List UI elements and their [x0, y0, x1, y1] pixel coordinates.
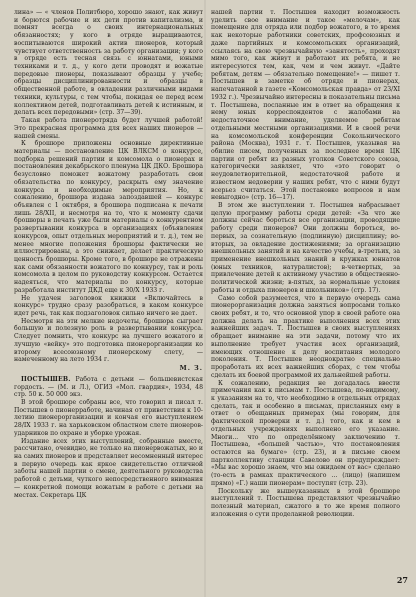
paragraph: К брошюре приложены основные директивные материалы — постановление ЦК ВЛКСМ о конкурсе, подборка решений партии и комсомола о пионерах и постановления декабрьского пленума ЦК ДКО. Брошюра безусловно поможет вожатому разработать свои обязательства по конкурсу, раскрыть ему значение конкурса и необходимые мероприятия. Но, к сожалению, брошюра издана запоздавшей — конкурс объявлен с 1 октября, в брошюра подписана к печати лишь 28/XII, и несмотря на то, что к моменту сдачи брошюры в печать уже были материалы о конкурентном развертывании конкурса в организациях (объявления конкурсов, опыт отдельных мероприятий и т. д.), тем не менее многие положения брошюры фактически не иллюстрированы, а это снижает, делает практическую ценность брошюры. Кроме того, в брошюре не отражены как сами обязанности вожатого по конкурсу, так и роль комсомола в целом по руководству конкурсом. Остается надеяться, что материалы по конкурсу, которые разработала институт ДКД еще к 30/Х 1933 г.: [14, 140, 203, 294]
review-author: ПОСТЫШЕВ.: [21, 375, 71, 383]
paragraph: нашей партии т. Постышев находит возможность уделить свое внимание и такое «мелочам», как помещение для отряда или подбор вожатого, в то время как некоторые работники советских, профсоюзных и даже партийных и комсомольских организаций, ссылаясь на свою чрезвычайную «занятость», проходят мимо того, как живут и работают их ребята, и не интересуются тем, как, чем и чем живут. «Дайте ребятам, детям — обязательно помещение!» — пишет т. Постышев в заметке об отряде и пионерах, напечатанной в газете «Комсомольская правда» от 23/XI 1932 г.). Чрезвычайно интересны в показательны письма т. Постышева, посланные им в ответ на обращения к нему юных корреспондентов с жалобами на недостаточное внимание, уделяемое ребятам отдельными местными организациями. И в своей речи на комсомольской конференции Сокольнического района (Москва), 1931 г. т. Постышев, указывая на обилие писем, полученных за последнее время ЦК партии от ребят из разных уголков Советского союза, категорически заявляет, что «это говорит о неудовлетворительной, недостаточной работе и известном недоверии у наших ребят, что с ними будут всерьез считаться. Этой постановке вопросов и нам невыгодно» (стр. 16—17).: [211, 9, 400, 202]
right-column: [211, 9, 400, 518]
paragraph: лина» — « членов Политбюро, хорошо знают, как живут и борются рабочие и их дети против капитализма, и помнят всегда о своих интернациональных обязанностях; у кого в отряде выращиваются, воспитываются широкий актив пионеров, который чувствует ответственность за работу организации; у кого в отряде есть тесная связь с юннатами, юными техниками и т. д., у кого дети проводят и вожатые передовые пионеры, показывают образцы у учебе; образцы дисциплинированности и образцы в общественной работе, в овладении различными видами техники, культуры, с тем чтобы, покидая ее перед всем коллективом детей, подготавливать детей к истинным, и делать всех передовыми» (стр. 37—39).: [14, 9, 203, 117]
review-signature: М. З.: [179, 364, 203, 373]
paragraph: Издание всех этих выступлений, собранные вместе, рассчитано, очевидно, не только на пионервожатых, но и на самих пионеров и представляет несомненный интерес в первую очередь как яркое свидетельство отличной заботы нашей партии о смене, деятельного руководства работой с детьми, чуткого непосредственного внимания — конкретной помощи вожатым в работе с детьми на местах. Секретарь ЦК: [14, 437, 203, 499]
paragraph: В этом же выступлении т. Постышев набрасывает целую программу работы среди детей: «За что же должны сейчас бороться все организации, проводящие работу среди пионеров? Они должны бороться, во-первых, за сознательную (подлинную) дисциплину; во-вторых, за овладение достижениями; за организацию внешкольных занятий и на качество учебы, в-третьих, за применение внешкольных знаний в кружках юннатов (юных техников, натуралистов); в-четвертых, за привлечение детей к активному участию в общественно-политической жизни; в-пятых, за нормальные условия работы и отдыха пионеров и школьников» (стр. 17).: [211, 201, 400, 294]
review-title: Работа с детьми — большевистская гордость. — (М. и Л.), ОГИЗ «Мол. гвардия», 1934, 48 стр. 50 к. 50 000 экз.: [14, 375, 203, 399]
paragraph: В этой брошюре собраны все, что говорил и писал т. Постышев о пионерработе, начиная от приветствия к 10-летию пионерорганизации и кончая его выступлением 28/IX 1933 г. на харьковском областном слете пионеров-ударников по охране и уборке урожая.: [14, 398, 203, 437]
paragraph: Такая работа пионеротряда будет лучшей работой! Это прекрасная программа для всех наших пионеров — нашей смены.: [14, 117, 203, 140]
paragraph: Не удачен заголовок книжки «Включайтесь в конкурс» трудно сразу разобраться, в каком конкурсе идет речь, так как подзаголовок сильно ничего не дает.: [14, 294, 203, 318]
page-number: 27: [396, 575, 408, 585]
paragraph: Несмотря на эти мелкие недочеты, брошюра сыграет большую и полезную роль в развертывании конкурса. Следует помнить, что конкурс на лучшего вожатого и лучшую «вейку» это подготовка пионерорганизации ко второму всесоюзному пионерскому слету, — намеченному на лето 1934 г.: [14, 317, 203, 364]
paragraph: Поскольку же вышеуказанных в этой брошюре выступлений т. Постышева представляют чрезвычайно полезный материал, сжатого в то же время полного изложения о сути проделанной революции.: [211, 487, 400, 518]
left-column: [14, 9, 203, 499]
paragraph: К сожалению, редакция не догадалась ввести примечания как к письмам т. Постышева, по-видимому, к указаниям на то, что необходимо в отдельных отрядах сделать, так и особенно в письмах, присланных ему в ответ о обещанных примерах (мы говорим, для фактической проверки и т. д.) того, как и кем в отдельных учреждениях выполнено его указание. Многи... что по определённому заключению т. Постышева, «большей частью», что постановления остаются на бумаге» (стр. 23), и в письме своем партколлективу станции Савелово он предупреждает: «Мы вас хорошо знаем, что мы ожидаем от вас» сделано (то-есть в рамках практического ... (лицо) (напишем прямо) «Г.) наши пионерам» поступят (стр. 23).: [211, 379, 400, 487]
book-spine-shadow: [204, 0, 206, 597]
review-heading: [14, 376, 203, 399]
paragraph: Само собой разумеется, что в первую очередь сама пионерорганизация должна заняться вопросами только своих ребят, и то, что основной упор в своей работе она должна делать на практике выполнения всех этих важнейших задач. Т. Постышев в своих выступлениях обращает внимание на эти задачи, потому что их выполнение требует участия всех организаций, имеющих отношение к делу воспитания молодого поколения. Т. Постышев неоднократно специально проработать их всех важнейших сборах, с тем чтобы сделать их боевой программой их дальнейшей работы.: [211, 294, 400, 379]
